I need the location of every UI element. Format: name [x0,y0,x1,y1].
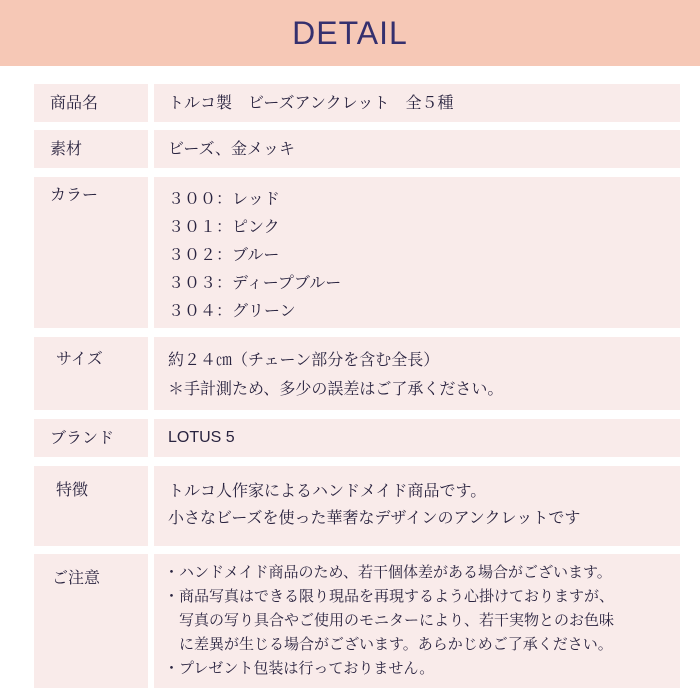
value-product-name: トルコ製 ビーズアンクレット 全５種 [154,84,680,122]
color-item-303: ３０３：ディープブルー [168,273,342,292]
color-list [154,177,680,328]
row-color [34,177,680,328]
label-feature: 特徴 [34,466,148,546]
label-size: サイズ [34,337,148,410]
row-feature [34,466,680,546]
color-item-301: ３０１：ピンク [168,217,280,236]
note-line-3: 写真の写り具合やご使用のモニターにより、若干実物とのお色味 [164,611,615,629]
label-brand: ブランド [34,419,148,457]
note-line-2: ・商品写真はできる限り現品を再現するよう心掛けておりますが、 [164,587,615,605]
color-item-302: ３０２：ブルー [168,245,280,264]
page-title: DETAIL [292,14,408,51]
row-size [34,337,680,410]
row-brand [34,419,680,457]
feature-line-2: 小さなビーズを使った華奢なデザインのアンクレットです [168,508,581,527]
label-material: 素材 [34,130,148,168]
label-product-name: 商品名 [34,84,148,122]
value-brand: LOTUS 5 [154,419,680,457]
note-line-1: ・ハンドメイド商品のため、若干個体差がある場合がございます。 [164,563,612,581]
feature-line-1: トルコ人作家によるハンドメイド商品です。 [168,481,487,500]
value-notes [154,554,680,688]
color-item-304: ３０４：グリーン [168,301,296,320]
value-feature [154,466,680,546]
row-notes [34,554,680,688]
value-material: ビーズ、金メッキ [154,130,680,168]
size-note: ＊手計測ため、多少の誤差はご了承ください。 [168,379,504,398]
row-product-name [34,84,680,122]
value-size [154,337,680,410]
note-line-4: に差異が生じる場合がございます。あらかじめご了承ください。 [164,635,613,653]
detail-header [0,0,700,66]
color-item-300: ３００：レッド [168,189,280,208]
row-material [34,130,680,168]
label-color: カラー [34,177,148,328]
label-notes: ご注意 [34,554,148,688]
note-line-5: ・プレゼント包装は行っておりません。 [164,659,435,677]
size-length: 約２４㎝（チェーン部分を含む全長） [168,350,440,369]
